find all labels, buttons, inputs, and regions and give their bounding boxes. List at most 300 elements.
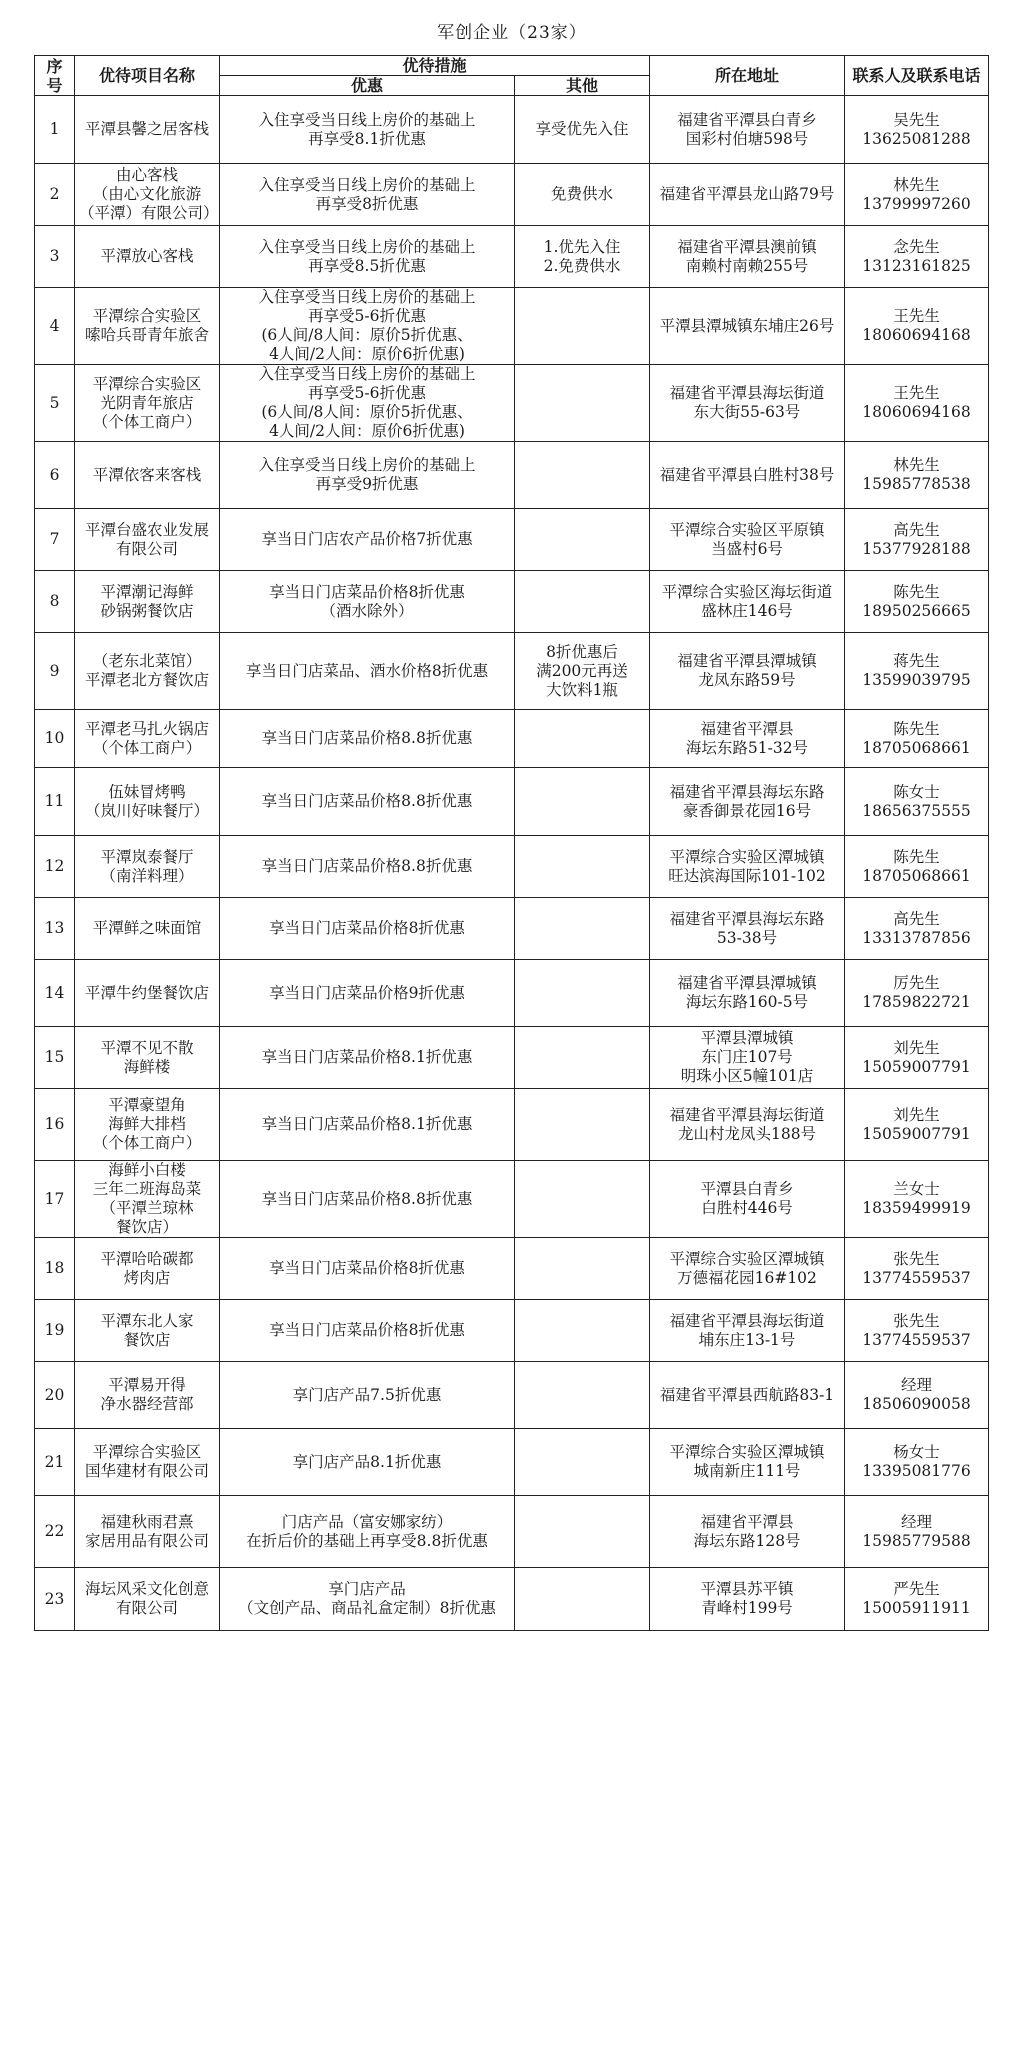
row-address-line: 龙凤东路59号 <box>698 671 796 689</box>
row-address-line: 平潭县潭城镇 <box>700 1029 794 1047</box>
row-name-line: 有限公司 <box>115 539 178 558</box>
header-name: 优待项目名称 <box>75 56 220 96</box>
row-name <box>75 509 220 571</box>
row-index: 11 <box>35 768 75 836</box>
row-discount <box>220 710 515 768</box>
row-contact <box>845 633 989 710</box>
row-other <box>515 836 650 898</box>
row-discount-line: 4人间/2人间：原价6折优惠) <box>269 422 465 440</box>
row-index: 1 <box>35 96 75 164</box>
table-row <box>35 1300 989 1362</box>
row-discount <box>220 571 515 633</box>
row-discount-line: 入住享受当日线上房价的基础上 <box>258 288 476 306</box>
row-discount-line: 享当日门店菜品价格8.8折优惠 <box>261 792 473 810</box>
row-index: 13 <box>35 898 75 960</box>
row-name-line: （个体工商户） <box>92 412 202 431</box>
row-name-line: （由心文化旅游 <box>92 185 202 203</box>
row-index: 22 <box>35 1496 75 1568</box>
row-name-line: 净水器经营部 <box>100 1395 194 1413</box>
row-address <box>650 365 845 442</box>
row-discount <box>220 96 515 164</box>
row-name-line: 光阴青年旅店 <box>100 393 194 412</box>
table-row <box>35 1568 989 1631</box>
row-contact-line: 13123161825 <box>862 256 971 275</box>
row-address <box>650 164 845 226</box>
row-other <box>515 288 650 365</box>
row-contact-line: 陈先生 <box>893 847 940 866</box>
table-row <box>35 960 989 1027</box>
row-discount <box>220 226 515 288</box>
row-other <box>515 571 650 633</box>
row-contact-line: 13774559537 <box>862 1330 971 1349</box>
row-name-line: 平潭放心客栈 <box>100 247 194 265</box>
row-contact <box>845 768 989 836</box>
row-discount-line: 入住享受当日线上房价的基础上 <box>258 456 476 474</box>
row-contact <box>845 960 989 1027</box>
row-contact-line: 张先生 <box>893 1311 940 1330</box>
row-discount <box>220 1362 515 1429</box>
row-discount-line: （文创产品、商品礼盒定制）8折优惠 <box>238 1599 496 1617</box>
row-discount-line: 入住享受当日线上房价的基础上 <box>258 237 476 256</box>
row-contact <box>845 1089 989 1161</box>
row-address <box>650 1027 845 1089</box>
row-address-line: 福建省平潭县 <box>700 1512 794 1531</box>
row-address <box>650 1089 845 1161</box>
row-address-line: 青峰村199号 <box>701 1599 793 1617</box>
row-name-line: 餐饮店） <box>115 1218 178 1236</box>
row-contact-line: 王先生 <box>893 307 940 325</box>
row-index: 4 <box>35 288 75 365</box>
row-other <box>515 710 650 768</box>
row-index: 10 <box>35 710 75 768</box>
row-contact-line: 13774559537 <box>862 1268 971 1287</box>
row-index: 3 <box>35 226 75 288</box>
table-row <box>35 1496 989 1568</box>
row-address-line: 城南新庄111号 <box>693 1462 801 1480</box>
row-index: 15 <box>35 1027 75 1089</box>
row-name-line: 平潭牛约堡餐饮店 <box>84 983 209 1002</box>
row-address-line: 明珠小区5幢101店 <box>680 1067 814 1085</box>
row-address-line: 东门庄107号 <box>701 1048 793 1066</box>
row-name-line: 平潭老北方餐饮店 <box>84 671 209 689</box>
row-address-line: 海坛东路160-5号 <box>685 993 809 1011</box>
row-discount-line: （酒水除外） <box>320 601 414 620</box>
row-contact-line: 15059007791 <box>862 1124 971 1143</box>
row-index: 12 <box>35 836 75 898</box>
row-discount-line: 享当日门店菜品价格8折优惠 <box>269 919 465 937</box>
row-address-line: 东大街55-63号 <box>693 403 801 421</box>
row-name <box>75 768 220 836</box>
row-contact-line: 兰女士 <box>893 1180 940 1198</box>
row-address-line: 福建省平潭县潭城镇 <box>677 652 817 670</box>
row-name-line: （个体工商户） <box>92 1134 202 1152</box>
row-index: 5 <box>35 365 75 442</box>
row-discount-line: 再享受5-6折优惠 <box>308 384 426 402</box>
row-contact-line: 念先生 <box>893 237 940 256</box>
row-discount-line: (6人间/8人间：原价5折优惠、 <box>261 326 473 344</box>
row-discount <box>220 1027 515 1089</box>
row-contact <box>845 288 989 365</box>
row-name-line: 海鲜大排档 <box>108 1115 186 1133</box>
row-discount-line: 享当日门店农产品价格7折优惠 <box>261 530 473 548</box>
row-address-line: 53-38号 <box>716 928 778 947</box>
row-name <box>75 1161 220 1238</box>
row-contact-line: 15005911911 <box>862 1599 971 1617</box>
row-contact-line: 13395081776 <box>862 1462 971 1480</box>
row-address-line: 海坛东路51-32号 <box>685 738 809 757</box>
row-name <box>75 633 220 710</box>
row-name-line: 伍妹冒烤鸭 <box>108 782 186 801</box>
row-index: 23 <box>35 1568 75 1631</box>
table-row <box>35 164 989 226</box>
row-address-line: 福建省平潭县 <box>700 719 794 738</box>
row-other-line: 享受优先入住 <box>535 120 629 138</box>
row-address-line: 福建省平潭县白青乡 <box>677 110 817 129</box>
table-row <box>35 1161 989 1238</box>
row-address <box>650 96 845 164</box>
row-name <box>75 710 220 768</box>
table-row <box>35 509 989 571</box>
row-name <box>75 288 220 365</box>
row-name-line: 海鲜楼 <box>123 1057 171 1076</box>
row-discount-line: 再享受8.1折优惠 <box>308 129 426 148</box>
row-name-line: 餐饮店 <box>123 1330 171 1349</box>
row-other-line: 免费供水 <box>551 185 614 203</box>
row-contact-line: 18506090058 <box>862 1395 971 1413</box>
row-name <box>75 898 220 960</box>
row-other <box>515 1089 650 1161</box>
row-discount-line: 再享受9折优惠 <box>315 475 419 493</box>
row-address <box>650 1300 845 1362</box>
row-contact-line: 厉先生 <box>893 974 940 992</box>
row-name-line: 海坛风采文化创意 <box>84 1580 209 1598</box>
row-address-line: 福建省平潭县白胜村38号 <box>659 465 835 484</box>
row-index: 9 <box>35 633 75 710</box>
row-discount-line: 享当日门店菜品、酒水价格8折优惠 <box>245 661 489 680</box>
row-discount-line: 享当日门店菜品价格8折优惠 <box>269 582 465 601</box>
row-other <box>515 1568 650 1631</box>
row-contact-line: 王先生 <box>893 384 940 402</box>
row-contact-line: 蒋先生 <box>893 652 940 670</box>
row-address-line: 福建省平潭县澳前镇 <box>677 237 817 256</box>
table-body <box>35 96 989 1631</box>
header-other: 其他 <box>515 76 650 96</box>
document-title: 军创企业（23家） <box>437 23 587 43</box>
row-discount-line: 入住享受当日线上房价的基础上 <box>258 175 476 194</box>
row-other-line: 1.优先入住 <box>543 237 621 256</box>
row-name-line: 由心客栈 <box>115 166 178 184</box>
row-name <box>75 1362 220 1429</box>
row-discount-line: 享门店产品8.1折优惠 <box>292 1452 442 1471</box>
row-address <box>650 1362 845 1429</box>
row-name-line: 家居用品有限公司 <box>84 1531 209 1550</box>
row-discount <box>220 442 515 509</box>
row-discount <box>220 960 515 1027</box>
row-discount-line: 再享受8.5折优惠 <box>308 256 426 275</box>
table-row <box>35 633 989 710</box>
row-name-line: 国华建材有限公司 <box>84 1462 209 1480</box>
row-discount-line: 享当日门店菜品价格8折优惠 <box>269 1259 465 1277</box>
row-name-line: 烤肉店 <box>123 1268 171 1287</box>
row-address-line: 当盛村6号 <box>711 539 783 558</box>
row-discount-line: 享当日门店菜品价格8.1折优惠 <box>261 1048 473 1066</box>
row-address-line: 盛林庄146号 <box>701 601 793 620</box>
row-address-line: 埔东庄13-1号 <box>698 1330 796 1349</box>
row-name-line: 平潭综合实验区 <box>92 374 202 393</box>
row-contact <box>845 836 989 898</box>
row-index: 6 <box>35 442 75 509</box>
table-row <box>35 768 989 836</box>
row-contact <box>845 1300 989 1362</box>
row-name-line: （平潭）有限公司） <box>79 204 219 222</box>
row-name-line: 福建秋雨君熹 <box>100 1512 194 1531</box>
row-discount <box>220 836 515 898</box>
row-discount <box>220 1496 515 1568</box>
row-name-line: 平潭县馨之居客栈 <box>84 120 209 138</box>
row-index: 18 <box>35 1238 75 1300</box>
row-address-line: 平潭综合实验区潭城镇 <box>669 1249 825 1268</box>
row-discount-line: 入住享受当日线上房价的基础上 <box>258 110 476 129</box>
row-name <box>75 164 220 226</box>
row-discount <box>220 1300 515 1362</box>
row-name-line: 平潭综合实验区 <box>92 1443 202 1461</box>
row-discount-line: 享当日门店菜品价格8折优惠 <box>269 1321 465 1339</box>
row-address-line: 福建省平潭县海坛街道 <box>669 1105 825 1124</box>
row-contact <box>845 442 989 509</box>
row-index: 7 <box>35 509 75 571</box>
row-address <box>650 1568 845 1631</box>
row-name-line: 平潭哈哈碳都 <box>100 1249 194 1268</box>
row-discount <box>220 1161 515 1238</box>
row-contact-line: 15377928188 <box>862 539 971 558</box>
row-contact-line: 张先生 <box>893 1249 940 1268</box>
row-contact-line: 林先生 <box>893 456 940 474</box>
row-other <box>515 442 650 509</box>
row-name-line: 嗦哈兵哥青年旅舍 <box>84 326 209 344</box>
table-row <box>35 898 989 960</box>
row-address-line: 福建省平潭县海坛东路 <box>669 782 825 801</box>
row-other-line: 满200元再送 <box>536 661 628 680</box>
row-contact <box>845 898 989 960</box>
table-row <box>35 836 989 898</box>
row-contact-line: 13313787856 <box>862 928 971 947</box>
row-address-line: 南赖村南赖255号 <box>685 256 809 275</box>
row-name <box>75 1300 220 1362</box>
row-address <box>650 288 845 365</box>
row-discount-line: 享当日门店菜品价格8.1折优惠 <box>261 1115 473 1133</box>
row-address-line: 平潭综合实验区潭城镇 <box>669 847 825 866</box>
row-name-line: 平潭岚泰餐厅 <box>100 847 194 866</box>
row-discount <box>220 1089 515 1161</box>
row-discount-line: 享当日门店菜品价格8.8折优惠 <box>261 1189 473 1208</box>
row-index: 2 <box>35 164 75 226</box>
row-name-line: （平潭兰琼林 <box>100 1199 194 1217</box>
row-name-line: 海鲜小白楼 <box>108 1161 186 1179</box>
row-address <box>650 1161 845 1238</box>
row-address-line: 海坛东路128号 <box>693 1531 801 1550</box>
row-address-line: 平潭县潭城镇东埔庄26号 <box>659 316 835 335</box>
row-contact-line: 刘先生 <box>893 1105 940 1124</box>
row-contact <box>845 1161 989 1238</box>
row-contact-line: 18705068661 <box>862 738 971 757</box>
row-contact-line: 吴先生 <box>893 110 940 129</box>
row-name <box>75 1429 220 1496</box>
row-contact <box>845 164 989 226</box>
row-address <box>650 442 845 509</box>
row-contact-line: 13599039795 <box>862 671 971 689</box>
header-measures: 优待措施 <box>220 56 650 76</box>
row-other-line: 2.免费供水 <box>543 256 621 275</box>
row-discount-line: 享当日门店菜品价格9折优惠 <box>269 983 465 1002</box>
row-address-line: 福建省平潭县海坛街道 <box>669 384 825 402</box>
row-discount <box>220 288 515 365</box>
table-row <box>35 1027 989 1089</box>
row-contact-line: 陈先生 <box>893 582 940 601</box>
row-name <box>75 960 220 1027</box>
row-name-line: （个体工商户） <box>92 738 202 757</box>
header-index: 序号 <box>35 56 75 96</box>
row-name <box>75 1238 220 1300</box>
row-contact-line: 17859822721 <box>862 993 971 1011</box>
row-name-line: 有限公司 <box>115 1599 178 1617</box>
row-name <box>75 442 220 509</box>
row-address-line: 福建省平潭县西航路83-1 <box>659 1385 835 1404</box>
row-contact-line: 杨女士 <box>893 1443 940 1461</box>
row-contact <box>845 1429 989 1496</box>
row-contact <box>845 571 989 633</box>
table-row <box>35 288 989 365</box>
row-discount-line: 享当日门店菜品价格8.8折优惠 <box>261 857 473 875</box>
row-name-line: 平潭依客来客栈 <box>92 465 202 484</box>
row-name-line: 平潭不见不散 <box>100 1038 194 1057</box>
row-contact <box>845 1568 989 1631</box>
row-name-line: 平潭豪望角 <box>108 1096 186 1114</box>
row-address-line: 白胜村446号 <box>701 1199 793 1217</box>
row-contact-line: 18060694168 <box>862 326 971 344</box>
table-row <box>35 710 989 768</box>
row-contact <box>845 1027 989 1089</box>
row-contact <box>845 710 989 768</box>
row-address-line: 万德福花园16#102 <box>677 1268 817 1287</box>
row-address <box>650 1429 845 1496</box>
table-row <box>35 442 989 509</box>
row-index: 16 <box>35 1089 75 1161</box>
row-name <box>75 96 220 164</box>
row-contact-line: 高先生 <box>893 520 940 539</box>
row-address <box>650 509 845 571</box>
row-name <box>75 1027 220 1089</box>
row-address <box>650 226 845 288</box>
row-address-line: 平潭县白青乡 <box>700 1180 794 1198</box>
row-contact-line: 高先生 <box>893 909 940 928</box>
row-discount-line: 享门店产品 <box>328 1580 406 1598</box>
row-address-line: 平潭综合实验区潭城镇 <box>669 1443 825 1461</box>
row-contact-line: 15059007791 <box>862 1057 971 1076</box>
row-name-line: 平潭老马扎火锅店 <box>84 719 209 738</box>
row-other <box>515 509 650 571</box>
row-contact-line: 18060694168 <box>862 403 971 421</box>
row-other <box>515 1300 650 1362</box>
row-name-line: 平潭台盛农业发展 <box>84 520 209 539</box>
offers-table <box>34 55 989 1631</box>
row-address-line: 平潭综合实验区海坛街道 <box>661 582 833 601</box>
row-contact-line: 15985779588 <box>862 1531 971 1550</box>
row-name-line: 平潭综合实验区 <box>92 307 202 325</box>
row-other <box>515 960 650 1027</box>
row-name <box>75 226 220 288</box>
row-contact-line: 15985778538 <box>862 475 971 493</box>
row-index: 20 <box>35 1362 75 1429</box>
row-address-line: 福建省平潭县潭城镇 <box>677 974 817 992</box>
row-contact <box>845 226 989 288</box>
row-discount <box>220 1568 515 1631</box>
row-address-line: 龙山村龙凤头188号 <box>677 1124 817 1143</box>
row-address <box>650 960 845 1027</box>
row-name-line: 平潭东北人家 <box>100 1311 194 1330</box>
row-contact-line: 18656375555 <box>862 801 971 820</box>
row-name <box>75 1089 220 1161</box>
row-other <box>515 226 650 288</box>
row-address <box>650 836 845 898</box>
row-discount-line: 再享受8折优惠 <box>315 194 419 213</box>
row-name-line: （老东北菜馆） <box>92 652 202 670</box>
table-row <box>35 96 989 164</box>
row-name <box>75 365 220 442</box>
row-name <box>75 1496 220 1568</box>
row-address <box>650 571 845 633</box>
row-address <box>650 633 845 710</box>
row-other <box>515 898 650 960</box>
row-discount <box>220 768 515 836</box>
row-address-line: 福建省平潭县海坛街道 <box>669 1311 825 1330</box>
row-index: 19 <box>35 1300 75 1362</box>
row-contact-line: 严先生 <box>893 1580 940 1598</box>
table-row <box>35 1362 989 1429</box>
row-other <box>515 1429 650 1496</box>
row-name-line: （岚川好味餐厅） <box>84 801 209 820</box>
table-row <box>35 226 989 288</box>
row-contact <box>845 96 989 164</box>
row-contact-line: 18359499919 <box>862 1199 971 1217</box>
row-contact <box>845 509 989 571</box>
row-contact-line: 林先生 <box>893 175 940 194</box>
table-row <box>35 1089 989 1161</box>
row-discount <box>220 633 515 710</box>
row-address <box>650 898 845 960</box>
row-address <box>650 1496 845 1568</box>
row-index: 17 <box>35 1161 75 1238</box>
row-name-line: 平潭易开得 <box>108 1376 186 1394</box>
row-discount <box>220 509 515 571</box>
row-address-line: 福建省平潭县龙山路79号 <box>659 185 835 203</box>
table-row <box>35 571 989 633</box>
row-address-line: 国彩村伯塘598号 <box>685 129 809 148</box>
row-address-line: 福建省平潭县海坛东路 <box>669 909 825 928</box>
row-contact-line: 陈女士 <box>893 782 940 801</box>
row-name-line: 三年二班海岛菜 <box>92 1180 202 1198</box>
row-contact <box>845 1496 989 1568</box>
row-contact-line: 13799997260 <box>862 194 971 213</box>
row-discount <box>220 898 515 960</box>
row-name-line: （南洋料理） <box>100 866 194 885</box>
row-discount <box>220 1238 515 1300</box>
row-contact-line: 13625081288 <box>862 129 971 148</box>
row-address <box>650 710 845 768</box>
row-discount <box>220 1429 515 1496</box>
row-discount-line: (6人间/8人间：原价5折优惠、 <box>261 403 473 421</box>
row-other <box>515 1027 650 1089</box>
header-address: 所在地址 <box>650 56 845 96</box>
